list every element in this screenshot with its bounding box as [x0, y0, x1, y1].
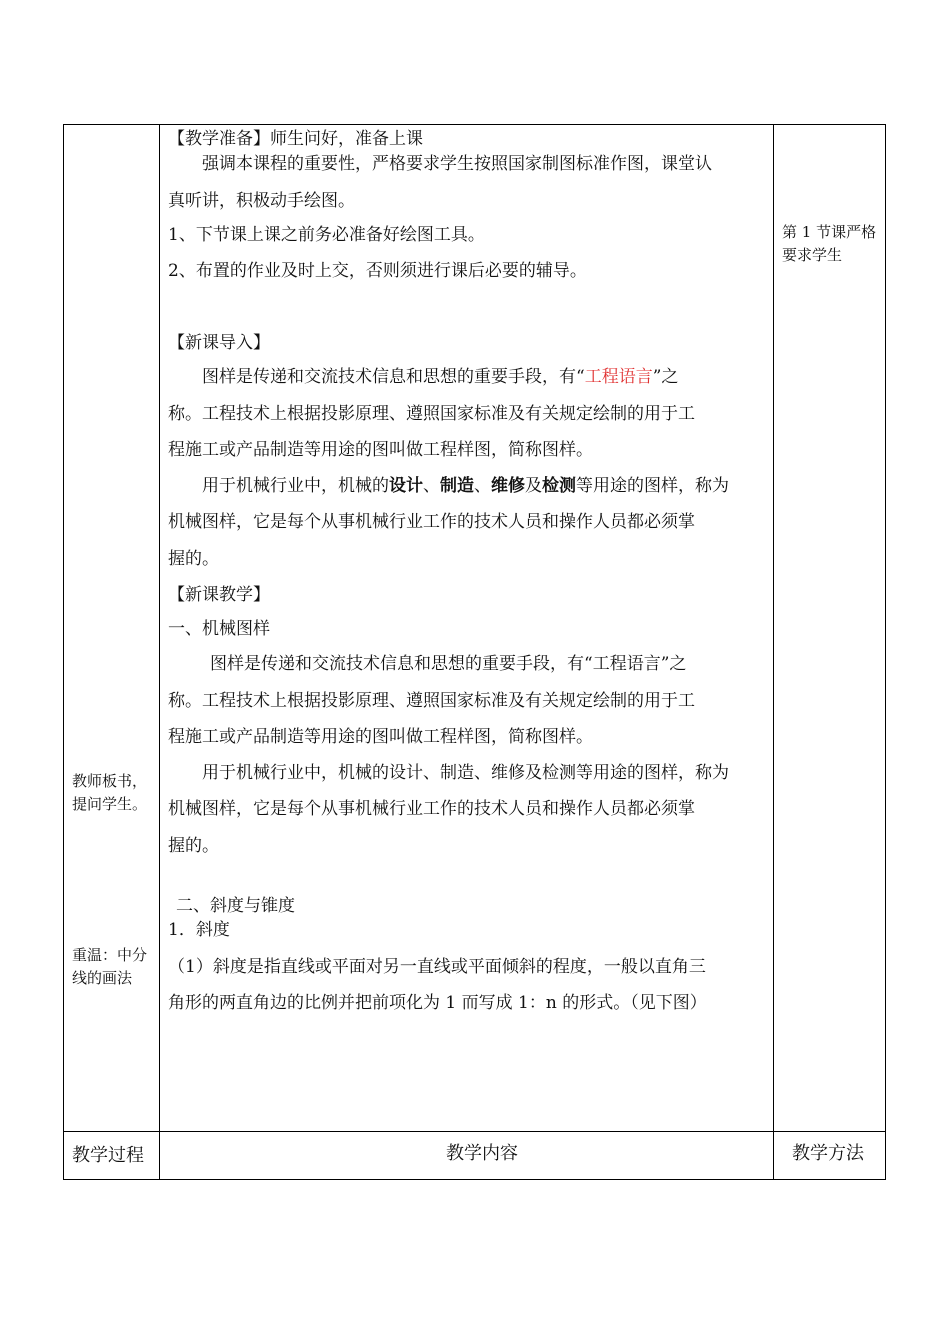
column-divider-left: [159, 125, 160, 1179]
section-1-paragraph-line: 称。工程技术上根据投影原理、遵照国家标准及有关规定绘制的用于工: [168, 691, 695, 711]
left-note-board: 教师板书，提问学生。: [72, 772, 148, 813]
section-2-subheading: 1．斜度: [168, 920, 230, 940]
prep-paragraph-line: 强调本课程的重要性，严格要求学生按照国家制图标准作图，课堂认: [202, 154, 712, 174]
prep-heading: 【教学准备】师生问好，准备上课: [168, 129, 423, 149]
prep-item-1: 1、下节课上课之前务必准备好绘图工具。: [168, 225, 485, 245]
section-1-paragraph-line: 机械图样，它是每个从事机械行业工作的技术人员和操作人员都必须掌: [168, 799, 695, 819]
section-1-paragraph-line: 程施工或产品制造等用途的图叫做工程样图，简称图样。: [168, 727, 593, 747]
intro-heading: 【新课导入】: [168, 333, 270, 353]
intro-paragraph-line: 称。工程技术上根据投影原理、遵照国家标准及有关规定绘制的用于工: [168, 404, 695, 424]
footer-teaching-method: 教学方法: [792, 1143, 864, 1164]
prep-paragraph-line: 真听讲，积极动手绘图。: [168, 191, 355, 211]
intro-paragraph-line: 握的。: [168, 549, 219, 569]
section-2-paragraph-line: （1）斜度是指直线或平面对另一直线或平面倾斜的程度，一般以直角三: [168, 957, 706, 977]
section-2-paragraph-line: 角形的两直角边的比例并把前项化为 1 而写成 1：n 的形式。（见下图）: [168, 993, 707, 1013]
left-note-review: 重温：中分线的画法: [72, 946, 148, 987]
intro-paragraph-line: 用于机械行业中，机械的设计、制造、维修及检测等用途的图样，称为: [202, 476, 729, 496]
footer-row-divider: [64, 1131, 885, 1132]
footer-teaching-process: 教学过程: [72, 1145, 144, 1166]
footer-teaching-content: 教学内容: [446, 1143, 518, 1164]
lesson-table: [63, 124, 886, 1180]
column-divider-right: [773, 125, 774, 1179]
intro-paragraph-line: 程施工或产品制造等用途的图叫做工程样图，简称图样。: [168, 440, 593, 460]
intro-paragraph-line: 机械图样，它是每个从事机械行业工作的技术人员和操作人员都必须掌: [168, 512, 695, 532]
section-1-paragraph-line: 图样是传递和交流技术信息和思想的重要手段，有“工程语言”之: [210, 654, 687, 674]
intro-paragraph-line: 图样是传递和交流技术信息和思想的重要手段，有“工程语言”之: [202, 367, 679, 387]
section-1-paragraph-line: 用于机械行业中，机械的设计、制造、维修及检测等用途的图样，称为: [202, 763, 729, 783]
section-2-heading: 二、斜度与锥度: [176, 896, 295, 916]
teach-heading: 【新课教学】: [168, 585, 270, 605]
section-1-heading: 一、机械图样: [168, 619, 270, 639]
engineering-language-highlight: 工程语言: [584, 367, 653, 387]
right-note-first-lesson: 第 1 节课严格要求学生: [782, 223, 877, 264]
prep-item-2: 2、布置的作业及时上交，否则须进行课后必要的辅导。: [168, 261, 587, 281]
section-1-paragraph-line: 握的。: [168, 836, 219, 856]
